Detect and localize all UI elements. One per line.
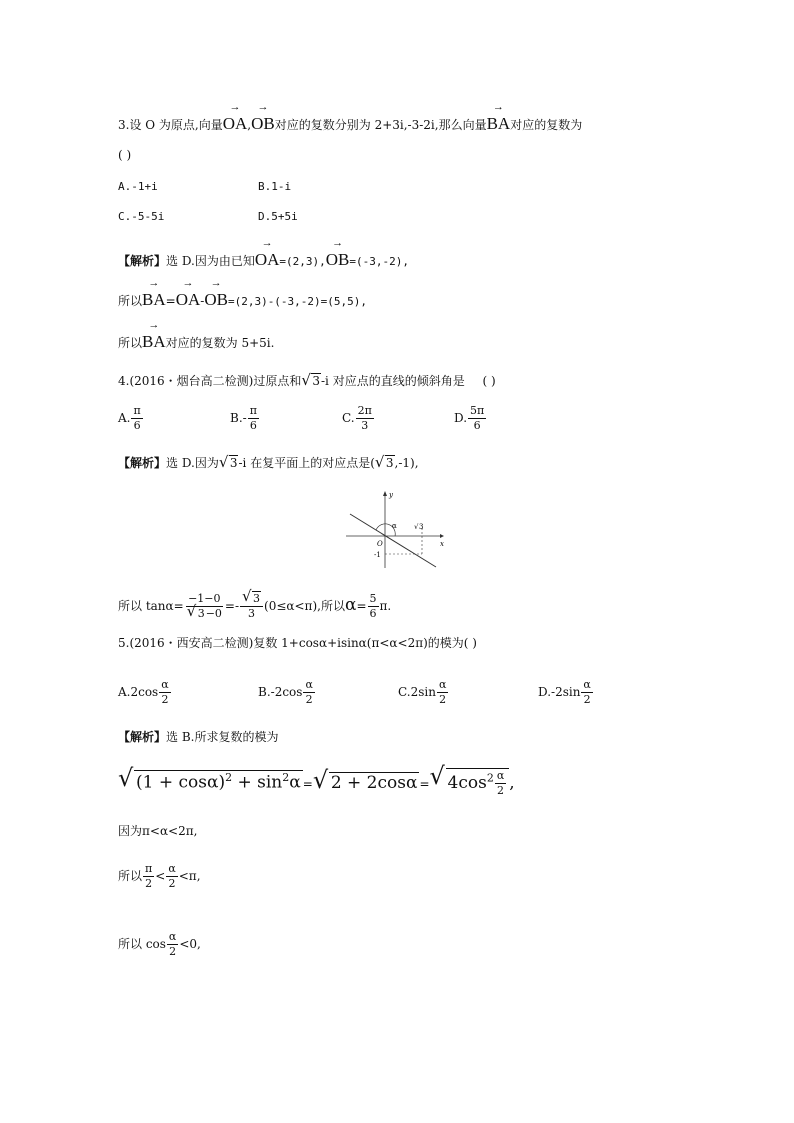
q4-option-b: B.- $\frac{\pi}{6}$ bbox=[230, 404, 257, 432]
q3-stem-line1: 3.设 O 为原点,向量→ OA,→ OB对应的复数分别为 2+3i,-3-2i,那么向量→ BA对应的复数为 bbox=[118, 114, 582, 134]
x-axis-arrow bbox=[440, 534, 444, 538]
q5-option-d: D.-2sin $\frac{\alpha}{2}$ bbox=[538, 678, 591, 706]
q5-so-line2: 所以 cos $\frac{\alpha}{2}$ <0, bbox=[118, 930, 201, 958]
vector-oa: → OA bbox=[223, 114, 248, 134]
vector-ob: → OB bbox=[251, 114, 275, 134]
origin-label: O bbox=[377, 540, 383, 548]
neg1-label: -1 bbox=[374, 551, 381, 559]
sqrt-3: √ 3 bbox=[219, 456, 239, 470]
q4-option-a: A. $\frac{\pi}{6}$ bbox=[118, 404, 141, 432]
q5-option-a: A.2cos $\frac{\alpha}{2}$ bbox=[118, 678, 169, 706]
vector-ba: → BA bbox=[142, 332, 166, 352]
q3-option-a: A.-1+i bbox=[118, 180, 158, 193]
vector-ba: → BA bbox=[142, 290, 166, 310]
y-label: y bbox=[389, 491, 393, 499]
q4-option-c: C. $\frac{2\pi}{3}$ bbox=[342, 404, 372, 432]
q3-option-b: B.1-i bbox=[258, 180, 292, 193]
q4-analysis-line1: 【解析】选 D.因为√ 3-i 在复平面上的对应点是(√ 3,-1), bbox=[118, 454, 419, 471]
analysis-tag: 【解析】 bbox=[118, 730, 167, 744]
q5-option-c: C.2sin $\frac{\alpha}{2}$ bbox=[398, 678, 447, 706]
q5-stem: 5.(2016・西安高二检测)复数 1+cosα+isinα(π<α<2π)的模为( ) bbox=[118, 636, 477, 650]
sqrt3-label: 3 bbox=[419, 523, 424, 531]
vector-ba: → BA bbox=[487, 114, 511, 134]
q3-analysis-line1: 【解析】选 D.因为由已知→ OA=(2,3),→ OB=(-3,-2), bbox=[118, 250, 409, 270]
analysis-tag: 【解析】 bbox=[118, 254, 167, 268]
q5-because-line: 因为π<α<2π, bbox=[118, 824, 198, 838]
q5-analysis-line1: 【解析】选 B.所求复数的模为 bbox=[118, 730, 279, 744]
q3-option-d: D.5+5i bbox=[258, 210, 298, 223]
q4-tan-line: 所以 tanα= −1−0 √ 3−0 =- √ $\frac{3}{3}$ (0≤α<π),所以α= $\frac{5}{6}$ π. bbox=[118, 592, 391, 621]
q3-analysis-line2: 所以→ BA=→ OA-→ OB=(2,3)-(-3,-2)=(5,5), bbox=[118, 290, 367, 310]
q5-option-b: B.-2cos $\frac{\alpha}{2}$ bbox=[258, 678, 313, 706]
vector-ob: → OB bbox=[326, 250, 350, 270]
q5-so-line1: 所以 $\frac{\pi}{2}$ < $\frac{\alpha}{2}$ <π, bbox=[118, 862, 201, 890]
vector-ob: → OB bbox=[204, 290, 228, 310]
q3-answer-paren: ( ) bbox=[118, 148, 132, 162]
q4-option-d: D. $\frac{5\pi}{6}$ bbox=[454, 404, 485, 432]
q5-modulus-expression: √ $(1 + \cos\alpha)^2 + \sin^2\alpha$ =√ 2 + 2cosα =√ $4\cos^2$ $\frac{\alpha}{2}$ , bbox=[118, 768, 515, 798]
y-axis-arrow bbox=[383, 491, 387, 496]
vector-oa: → OA bbox=[176, 290, 201, 310]
q4-coordinate-figure bbox=[340, 488, 450, 572]
q3-option-c: C.-5-5i bbox=[118, 210, 165, 223]
sqrt-3: √ 3 bbox=[375, 456, 395, 470]
analysis-tag: 【解析】 bbox=[118, 456, 167, 470]
vector-oa: → OA bbox=[255, 250, 280, 270]
sqrt-radical: √ bbox=[414, 523, 419, 531]
x-label: x bbox=[440, 540, 444, 548]
sqrt-3: √ 3 bbox=[301, 374, 321, 388]
alpha-label: α bbox=[392, 522, 397, 530]
q3-analysis-line3: 所以→ BA对应的复数为 5+5i. bbox=[118, 332, 274, 352]
q4-stem: 4.(2016・烟台高二检测)过原点和√ 3-i 对应点的直线的倾斜角是 ( ) bbox=[118, 372, 496, 389]
